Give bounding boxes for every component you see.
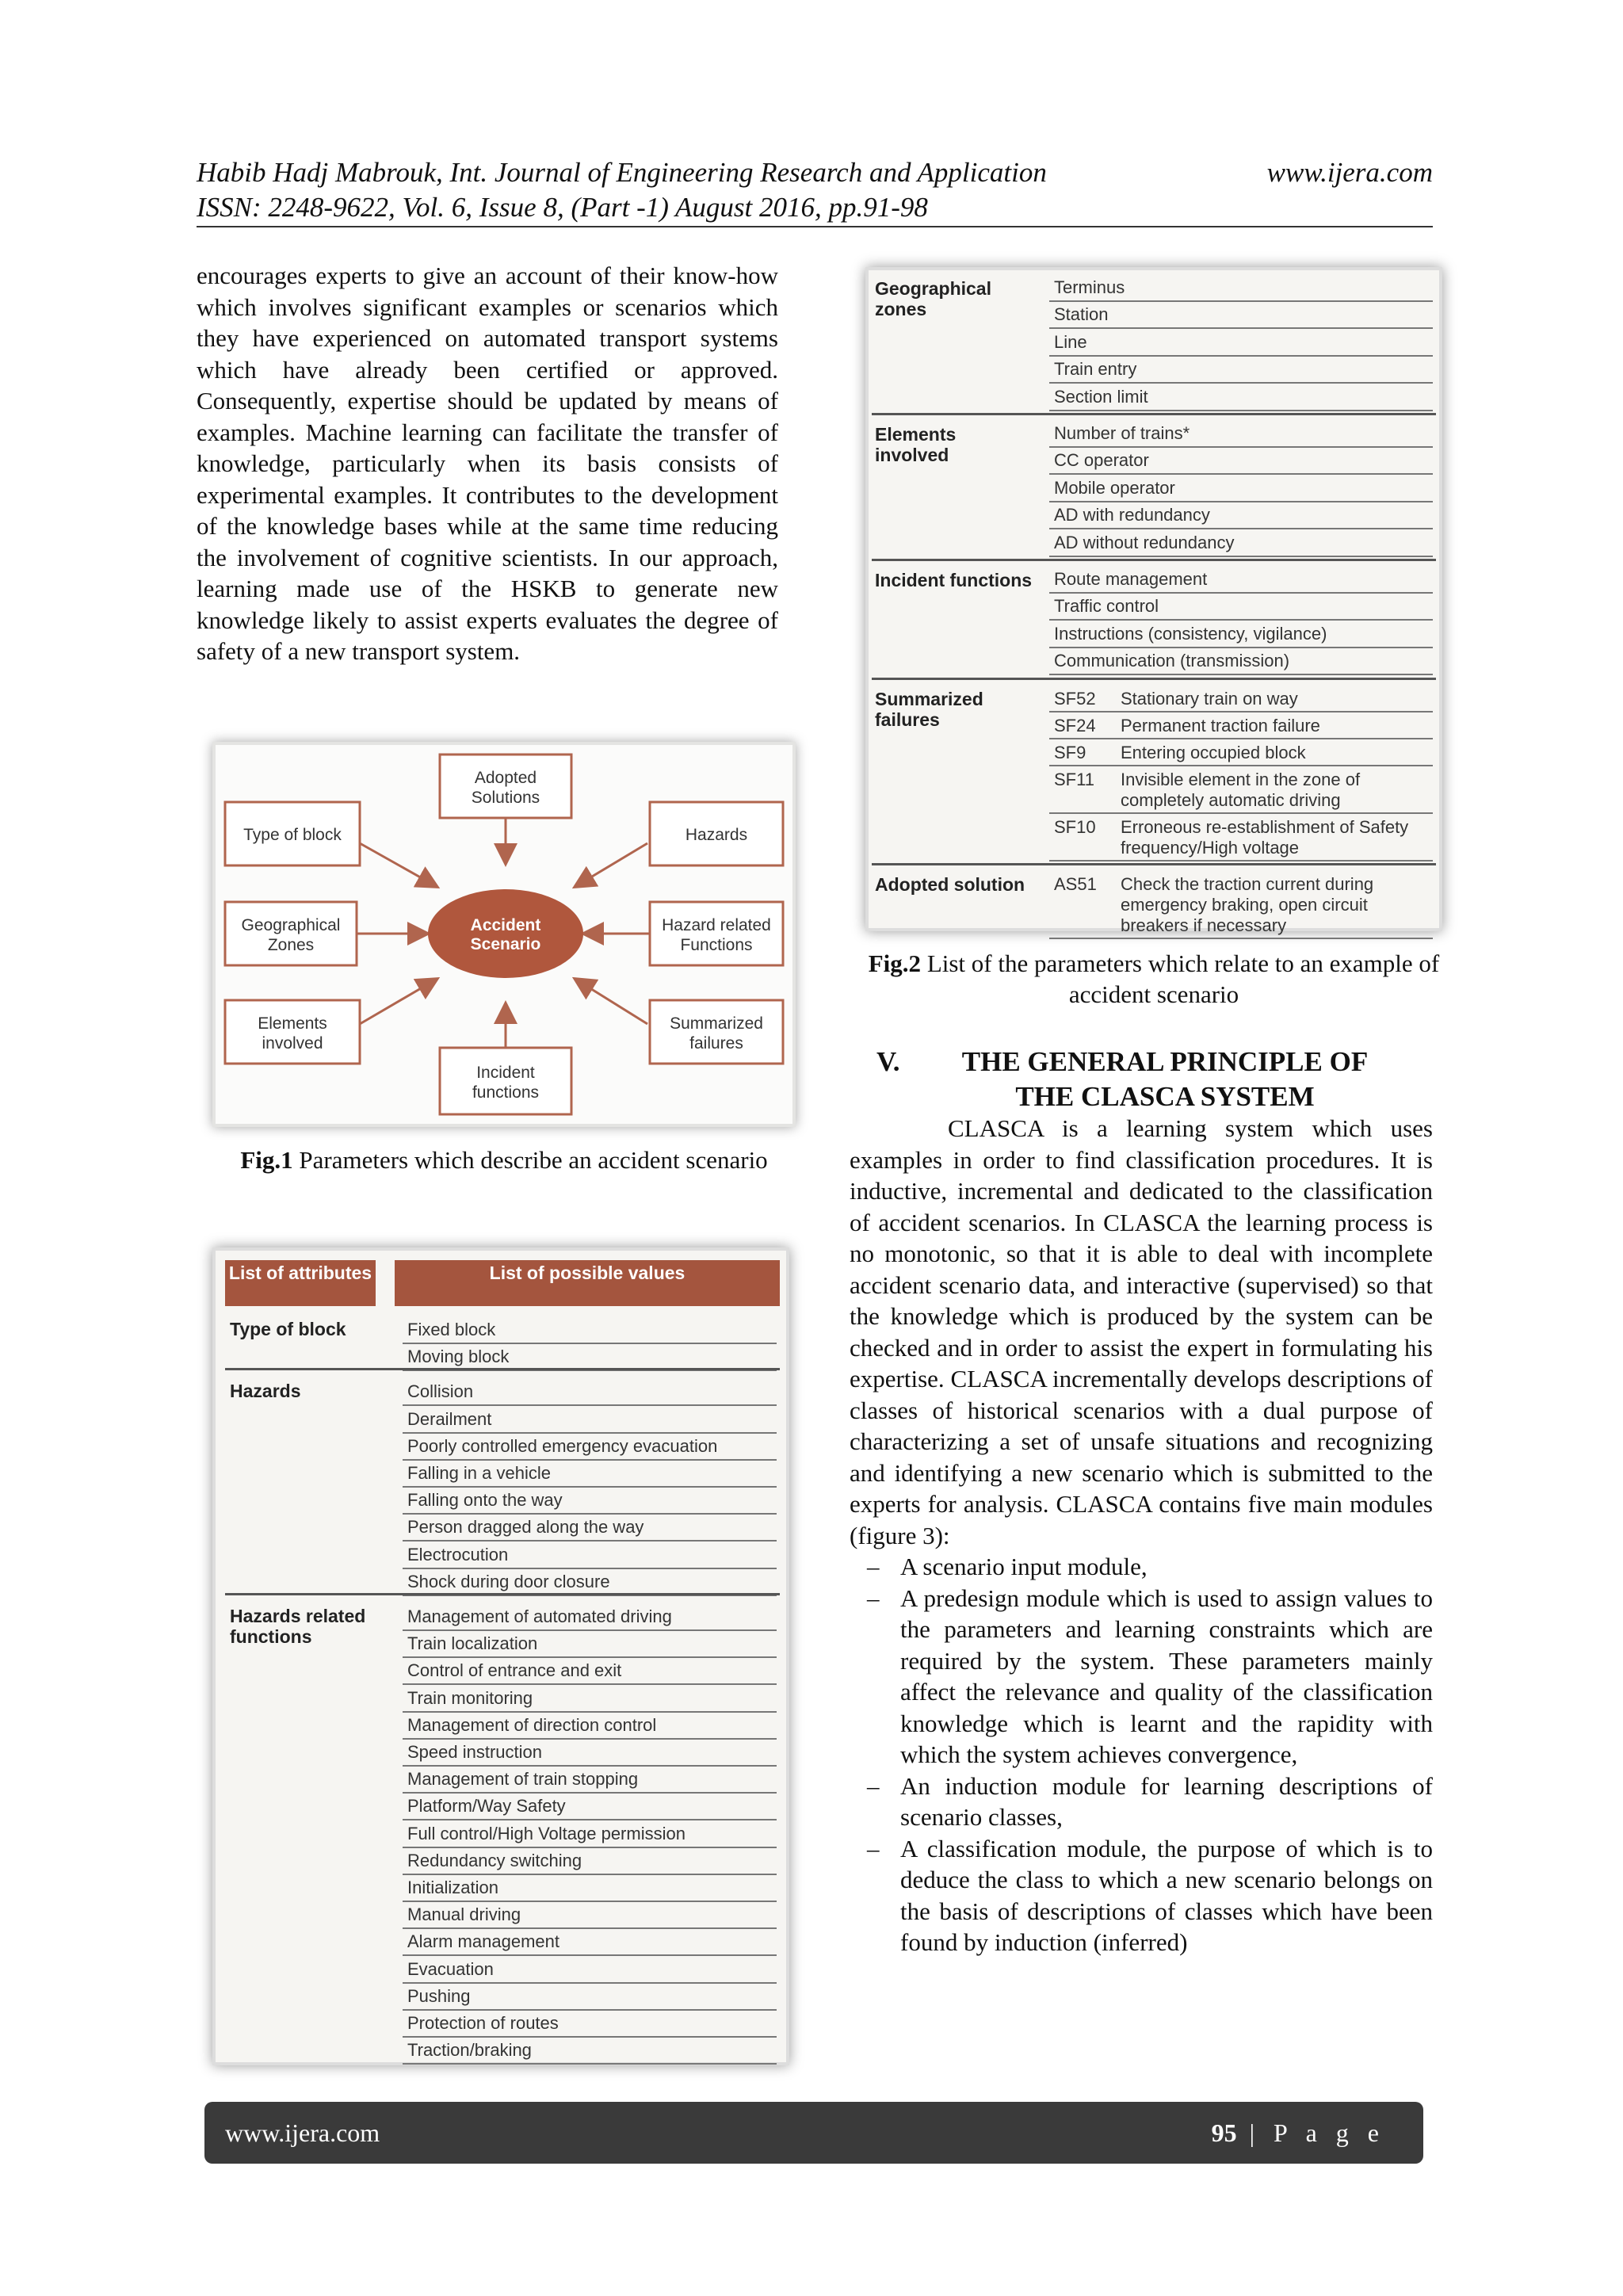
bullet-text: An induction module for learning descriptions of scenario classes, [900, 1771, 1433, 1831]
bullet-text: A classification module, the purpose of which is to deduce the class to which a new scenario belongs on the basis of descriptions of classes which have been found by induction (inferred) [900, 1834, 1433, 1956]
parameter-description: Invisible element in the zone of completely automatic driving [1121, 769, 1361, 810]
box-type-of-block: Type of block [243, 826, 342, 844]
parameter-value: Route management [1049, 567, 1433, 594]
parameter-description: Entering occupied block [1121, 742, 1306, 762]
parameter-code: SF11 [1054, 769, 1094, 789]
attribute-name: Hazards related functions [230, 1606, 366, 1647]
fig1-caption-label: Fig.1 [240, 1146, 293, 1174]
attribute-value: Management of automated driving [403, 1604, 777, 1631]
attribute-value: Redundancy switching [403, 1848, 777, 1875]
bullet-dash: – [867, 1834, 880, 1862]
attribute-value: Train monitoring [403, 1686, 777, 1713]
parameter-value: Station [1049, 302, 1433, 329]
box-hazard-funcs-1: Hazard related [662, 916, 771, 934]
parameter-code: SF10 [1054, 816, 1096, 837]
attribute-value: Evacuation [403, 1957, 777, 1984]
attribute-value: Management of direction control [403, 1713, 777, 1740]
box-top-2: Solutions [471, 789, 540, 807]
fig1-caption-text: Parameters which describe an accident scenario [292, 1146, 768, 1174]
parameter-value: AD with redundancy [1049, 502, 1433, 529]
attribute-value: Poorly controlled emergency evacuation [403, 1434, 777, 1461]
table-header-attributes-text: List of attributes [228, 1263, 372, 1283]
header-rule [197, 226, 1433, 227]
attribute-value: Alarm management [403, 1929, 777, 1956]
section-title-line-1: THE GENERAL PRINCIPLE OF [961, 1046, 1369, 1077]
parameter-description: Erroneous re-establishment of Safety frequency/High voltage [1121, 816, 1409, 858]
center-label-1: Accident [470, 916, 541, 934]
coded-parameter-row [1049, 814, 1433, 861]
group-separator [225, 1368, 780, 1370]
box-geo-2: Zones [267, 936, 315, 954]
attribute-value: Full control/High Voltage permission [403, 1821, 777, 1848]
figure-2-caption [865, 948, 1442, 1010]
bullet-item [850, 1551, 1433, 1583]
footer-page-number: 95 [1211, 2118, 1237, 2147]
attribute-value: Falling in a vehicle [403, 1461, 777, 1488]
attribute-value: Pushing [403, 1984, 777, 2011]
group-separator [872, 678, 1436, 680]
box-summarized-1: Summarized [670, 1014, 763, 1033]
running-header [197, 155, 1433, 225]
coded-parameter-row [1049, 739, 1433, 766]
attribute-value: Control of entrance and exit [403, 1658, 777, 1685]
right-paragraph: CLASCA is a learning system which uses examples in order to find classification procedures. It is inductive, incremental and dedicated to the classification of accident scenarios. In CLASCA the learning process is no monotonic, so that it is able to deal with incomplete accident scenario data, and interactive (supervised) so that the knowledge which is produced by the system can be checked and in order to assist the expert in formulating his expertise. CLASCA incrementally develops descriptions of classes of historical scenarios with a dual purpose of characterizing a set of unsafe situations and recognizing and identifying a new scenario which is submitted to the experts for analysis. CLASCA contains five main modules (figure 3): [850, 1114, 1433, 1549]
fig2-caption-label: Fig.2 [868, 949, 922, 977]
table-header-attributes [225, 1260, 376, 1306]
attribute-value: Protection of routes [403, 2011, 777, 2038]
group-separator [872, 413, 1436, 415]
coded-parameter-row [1049, 766, 1433, 814]
box-hazard-funcs-2: Functions [680, 936, 753, 954]
figure-1-diagram [212, 742, 796, 1127]
parameter-value: Mobile operator [1049, 476, 1433, 502]
footer-page-label: | P a g e [1236, 2118, 1385, 2147]
parameter-name: Summarized failures [875, 688, 983, 730]
header-site: www.ijera.com [1266, 157, 1433, 188]
attribute-value: Fixed block [403, 1317, 777, 1344]
parameter-value: Line [1049, 330, 1433, 357]
bullet-text: A predesign module which is used to assign values to the parameters and learning constraints which are required by the system. These parameters mainly affect the relevance and quality of the classification knowledge which is learnt and the rapidity with which the system achieves convergence, [900, 1584, 1433, 1768]
parameter-code: SF52 [1054, 688, 1096, 709]
parameter-description: Permanent traction failure [1121, 715, 1320, 735]
coded-parameter-row [1049, 686, 1433, 712]
parameter-value: Instructions (consistency, vigilance) [1049, 621, 1433, 648]
parameter-name: Geographical zones [875, 278, 991, 319]
footer-site: www.ijera.com [225, 2118, 380, 2147]
group-separator [225, 1593, 780, 1595]
group-separator [872, 559, 1436, 561]
box-hazards: Hazards [685, 826, 748, 844]
attribute-value: Management of train stopping [403, 1767, 777, 1794]
parameter-value: Traffic control [1049, 594, 1433, 621]
scenario-parameters-figure [865, 267, 1442, 935]
header-issn: ISSN: 2248-9622, Vol. 6, Issue 8, (Part -1) August 2016, pp.91-98 [197, 192, 928, 223]
attribute-value: Manual driving [403, 1902, 777, 1929]
parameter-value: Terminus [1049, 275, 1433, 302]
box-top-1: Adopted [474, 769, 537, 787]
left-paragraph: encourages experts to give an account of their know-how which involves significant examples or scenarios which they have experienced on automated transport systems which have already been certified or approved. Consequently, expertise should be updated by means of examples. Machine learning can facilitate the transfer of knowledge, particularly when its basis consists of experimental examples. It contributes to the development of the knowledge bases while at the same time reducing the involvement of cognitive scientists. In our approach, learning made use of the HSKB to generate new knowledge likely to assist experts evaluates the degree of safety of a new transport system. [197, 262, 778, 665]
bullet-text: A scenario input module, [900, 1553, 1148, 1580]
figure-1-svg [216, 745, 792, 1124]
bullet-item [850, 1833, 1433, 1958]
attribute-value: Moving block [403, 1344, 777, 1371]
right-column-body [850, 1113, 1433, 1958]
table-header-values-text: List of possible values [489, 1263, 685, 1283]
box-summarized-2: failures [689, 1034, 743, 1052]
parameter-value: Train entry [1049, 357, 1433, 384]
section-heading [850, 1045, 1433, 1114]
fig2-caption-text: List of the parameters which relate to an example of accident scenario [921, 949, 1440, 1008]
center-label-2: Scenario [470, 935, 541, 953]
parameter-code: SF24 [1054, 715, 1096, 735]
parameter-code: AS51 [1054, 873, 1097, 894]
attribute-value: Shock during door closure [403, 1569, 777, 1596]
parameter-code: SF9 [1054, 742, 1086, 762]
parameter-value: Communication (transmission) [1049, 648, 1433, 675]
attributes-table-figure [212, 1247, 789, 2065]
header-citation: Habib Hadj Mabrouk, Int. Journal of Engineering Research and Application [197, 157, 1047, 188]
parameter-value: Number of trains* [1049, 421, 1433, 448]
box-bottom-1: Incident [476, 1064, 535, 1082]
parameter-name: Incident functions [875, 570, 1033, 590]
attribute-value: Traction/braking [403, 2038, 777, 2065]
parameter-name: Elements involved [875, 424, 957, 465]
section-number: V. [876, 1046, 900, 1077]
attribute-value: Person dragged along the way [403, 1515, 777, 1541]
box-elements-1: Elements [258, 1014, 327, 1033]
bullet-dash: – [867, 1771, 880, 1800]
coded-parameter-row [1049, 712, 1433, 739]
box-bottom-2: functions [472, 1083, 540, 1102]
parameter-description: Stationary train on way [1121, 688, 1298, 709]
footer-page [1212, 2102, 1385, 2164]
parameter-description: Check the traction current during emergency braking, open circuit breakers if necessary [1121, 873, 1374, 935]
parameter-value: Section limit [1049, 384, 1433, 411]
bullet-dash: – [867, 1553, 880, 1580]
group-separator [872, 863, 1436, 865]
attribute-value: Initialization [403, 1875, 777, 1902]
bullet-item [850, 1771, 1433, 1833]
attribute-value: Derailment [403, 1407, 777, 1434]
attribute-value: Electrocution [403, 1542, 777, 1569]
figure-1-caption [212, 1144, 796, 1175]
page-footer [204, 2102, 1423, 2164]
attribute-value: Falling onto the way [403, 1488, 777, 1515]
parameter-name: Adopted solution [875, 873, 1025, 895]
box-geo-1: Geographical [241, 916, 341, 934]
attribute-value: Platform/Way Safety [403, 1794, 777, 1820]
parameter-value: CC operator [1049, 448, 1433, 475]
attribute-name: Type of block [230, 1319, 346, 1339]
attribute-value: Collision [403, 1379, 777, 1406]
attribute-name: Hazards [230, 1381, 301, 1402]
coded-parameter-row [1049, 871, 1433, 939]
box-elements-2: involved [262, 1034, 323, 1052]
section-title-line-2: THE CLASCA SYSTEM [1015, 1081, 1315, 1112]
table-header-values [395, 1260, 780, 1306]
attribute-value: Speed instruction [403, 1740, 777, 1767]
attribute-value: Train localization [403, 1631, 777, 1658]
bullet-dash: – [867, 1584, 880, 1612]
parameter-value: AD without redundancy [1049, 530, 1433, 557]
bullet-item [850, 1583, 1433, 1771]
